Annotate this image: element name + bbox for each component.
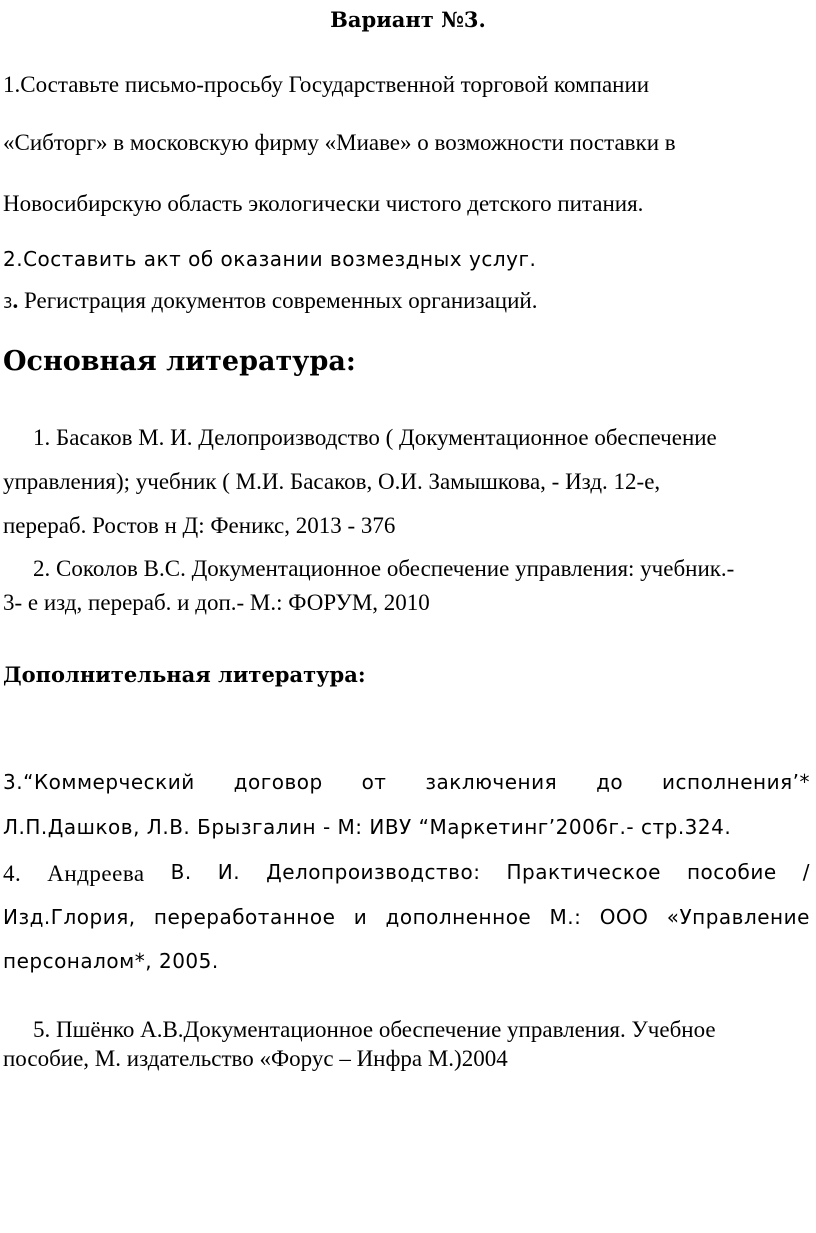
word: пособие [686,860,777,884]
word: заключения [425,770,558,794]
main-lit-item-1-line-1: 1. Басаков М. И. Делопроизводство ( Документационное обеспечение [33,425,717,450]
add-lit-item-5-line-1: 5. Пшёнко А.В.Документационное обеспечение управления. Учебное [33,1017,716,1042]
word: дополненное [385,905,532,929]
word: М.: [549,905,582,929]
task-2: 2.Составить акт об оказании возмездных услуг. [3,247,537,271]
additional-literature-heading: Дополнительная литература: [3,662,366,687]
word: до [596,770,624,794]
word: / [802,860,810,884]
main-lit-item-1-line-3: перераб. Ростов н Д: Феникс, 2013 - 376 [3,513,396,538]
task-1-line-3: Новосибирскую область экологически чистого детского питания. [3,191,644,216]
add-lit-item-3-line-2: Л.П.Дашков, Л.В. Брызгалин - М: ИВУ “Маркетинг’2006г.- стр.324. [3,815,732,839]
add-lit-item-3-line-1 [3,771,810,794]
word: «Управление [666,905,810,929]
main-lit-item-2-line-1: 2. Соколов В.С. Документационное обеспечение управления: учебник.- [33,556,735,581]
task-3-text: Регистрация документов современных организаций. [18,288,538,313]
add-lit-item-4-line-3: персоналом*, 2005. [3,949,219,973]
word: И. [217,860,241,884]
task-3-dot: . [12,288,19,313]
word: от [361,770,387,794]
word: ООО [599,905,649,929]
main-literature-heading: Основная литература: [3,346,356,377]
word: переработанное [153,905,336,929]
page-title: Вариант №3. [330,7,486,32]
word: исполнения’* [662,770,810,794]
word: Андреева [47,861,145,886]
word: Делопроизводство: [266,860,481,884]
word: договор [233,770,323,794]
task-1-line-1: 1.Составьте письмо-просьбу Государственной торговой компании [3,72,650,97]
word: 3.“Коммерческий [3,770,195,794]
word: Практическое [506,860,661,884]
main-lit-item-2-line-2: 3- е изд, перераб. и доп.- М.: ФОРУМ, 2010 [3,590,430,615]
add-lit-item-5-line-2: пособие, М. издательство «Форус – Инфра М.)2004 [3,1046,508,1071]
word: и [353,905,368,929]
task-1-line-2: «Сибторг» в московскую фирму «Миаве» о возможности поставки в [3,130,676,155]
task-3-number: 3 [3,294,13,312]
main-lit-item-1-line-2: управления); учебник ( М.И. Басаков, О.И. Замышкова, - Изд. 12-е, [3,469,661,494]
word: 4. [3,861,22,886]
word: Изд.Глория, [3,905,136,929]
word: В. [170,860,192,884]
task-3 [3,288,816,314]
add-lit-item-4-line-1 [3,861,810,887]
add-lit-item-4-line-2 [3,906,810,929]
